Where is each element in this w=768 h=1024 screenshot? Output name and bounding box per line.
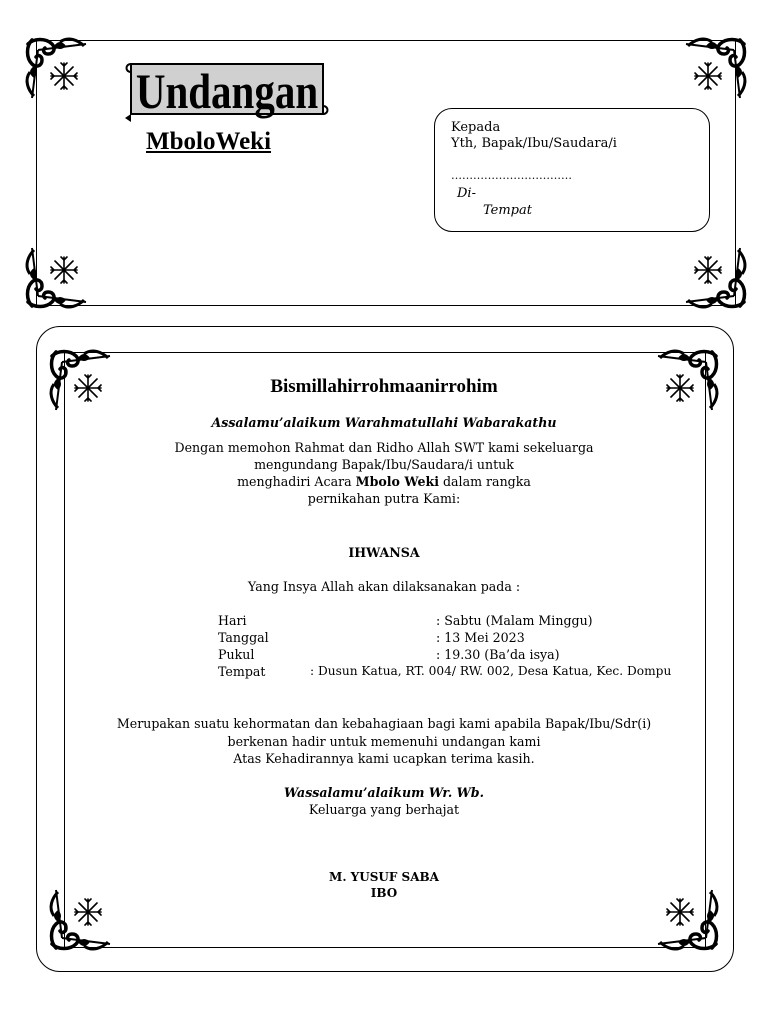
detail-value-time: : 19.30 (Ba’da isya) — [436, 647, 560, 662]
intro-line-1: Dengan memohon Rahmat dan Ridho Allah SWT kami sekeluarga — [174, 440, 594, 455]
address-recipient: Yth, Bapak/Ibu/Saudara/i — [451, 136, 617, 151]
detail-value-day: : Sabtu (Malam Minggu) — [436, 613, 593, 628]
signer-name: M. YUSUF SABA — [329, 870, 439, 884]
letter-heading: Bismillahirrohmaanirrohim — [270, 376, 498, 397]
detail-label-place: Tempat — [218, 664, 266, 679]
event-name: Mbolo Weki — [355, 474, 439, 489]
held-line: Yang Insya Allah akan dilaksanakan pada : — [247, 579, 521, 594]
ornament-bottom-left-icon — [24, 238, 96, 310]
detail-value-date: : 13 Mei 2023 — [436, 630, 525, 645]
address-di: Di- — [457, 186, 476, 201]
address-dots: …………………………… — [451, 169, 572, 182]
signer-name-2: IBO — [370, 886, 398, 900]
closing-line-2: berkenan hadir untuk memenuhi undangan kami — [227, 734, 541, 749]
closing-line-1: Merupakan suatu kehormatan dan kebahagiaan bagi kami apabila Bapak/Ibu/Sdr(i) — [116, 716, 652, 731]
farewell-line: Wassalamu’alaikum Wr. Wb. — [284, 785, 484, 800]
detail-label-day: Hari — [218, 613, 247, 628]
address-place: Tempat — [483, 203, 532, 218]
title-ribbon — [123, 58, 331, 124]
intro-line-2: mengundang Bapak/Ibu/Saudara/i untuk — [254, 457, 514, 472]
intro-line-3: menghadiri Acara Mbolo Weki dalam rangka — [237, 474, 531, 489]
address-to: Kepada — [451, 120, 501, 135]
ornament-bottom-right-icon — [676, 238, 748, 310]
groom-name: IHWANSA — [348, 545, 420, 560]
letter-greeting: Assalamu’alaikum Warahmatullahi Wabarakathu — [211, 415, 557, 430]
detail-label-date: Tanggal — [218, 630, 269, 645]
family-line: Keluarga yang berhajat — [308, 802, 460, 817]
ornament-top-right-icon — [676, 36, 748, 108]
intro-line-4: pernikahan putra Kami: — [307, 491, 461, 506]
invitation-title: Undangan — [135, 63, 319, 119]
detail-value-place: : Dusun Katua, RT. 004/ RW. 002, Desa Katua, Kec. Dompu — [310, 664, 672, 678]
address-box — [434, 108, 710, 232]
detail-label-time: Pukul — [218, 647, 255, 662]
closing-line-3: Atas Kehadirannya kami ucapkan terima kasih. — [233, 751, 535, 766]
event-subtitle: MboloWeki — [146, 128, 272, 155]
ornament-top-left-icon — [24, 36, 96, 108]
